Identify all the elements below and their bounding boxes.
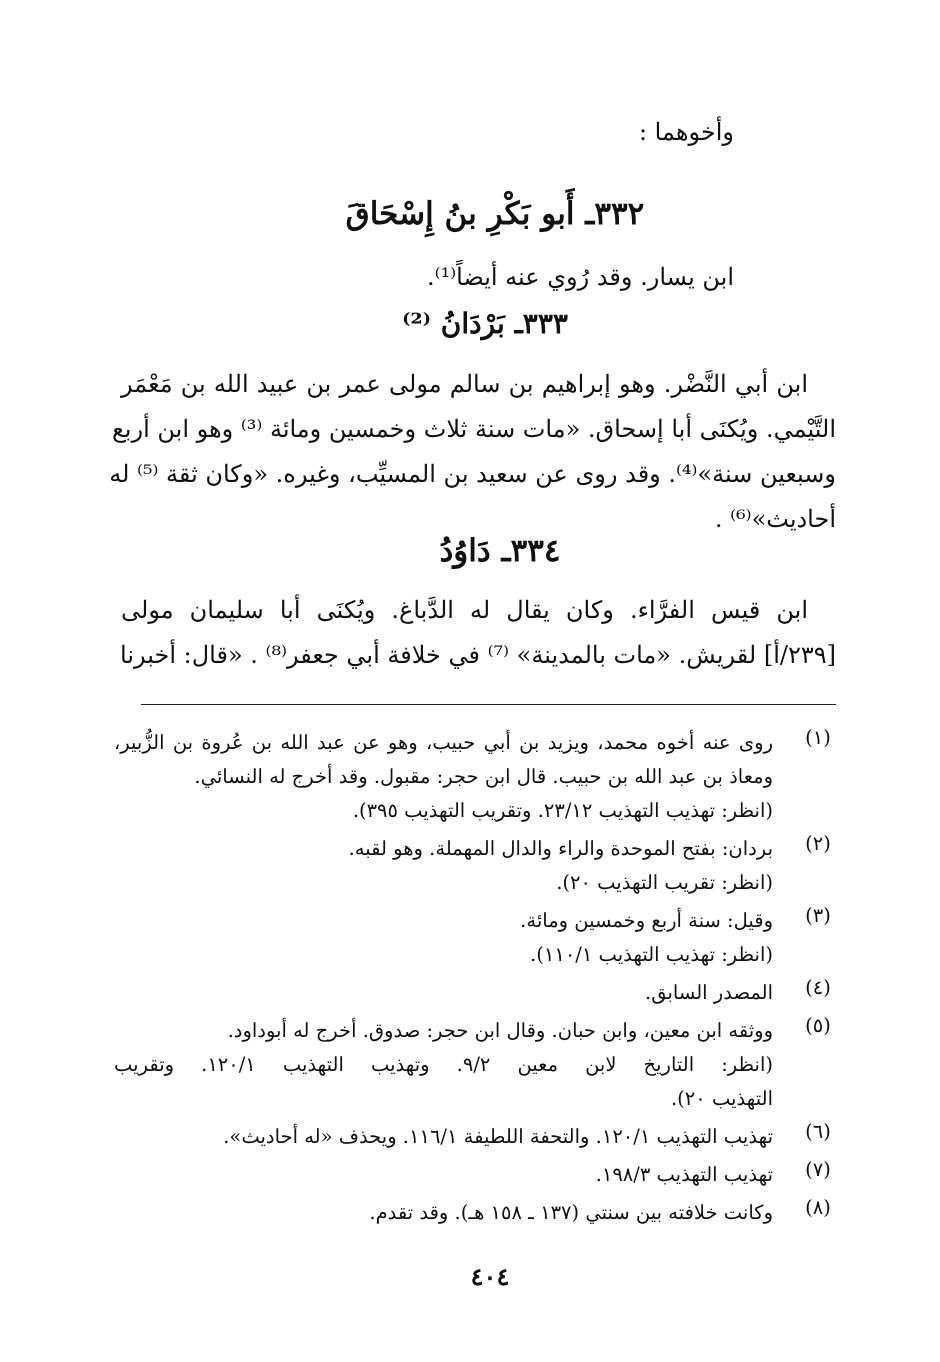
entry-333-paragraph (109, 362, 836, 542)
footnote (114, 1158, 836, 1192)
footnote (114, 976, 836, 1010)
footnote-number: (٤) (805, 976, 831, 999)
footnote-number: (٥) (805, 1014, 831, 1037)
footnote-line: بردان: بفتح الموحدة والراء والدال المهملة. وهو لقبه. (348, 837, 773, 860)
footnote-line: روى عنه أخوه محمد، ويزيد بن أبي حبيب، وهو عن عبد الله بن عُروة بن الزُّبير، (114, 731, 773, 754)
paragraph-line: التَّيْمي. ويُكنَى أبا إسحاق. «مات سنة ثلاث وخمسين ومائة ⁽³⁾ وهو ابن أربع (112, 415, 836, 443)
footnote-line: وقيل: سنة أربع وخمسين ومائة. (520, 909, 773, 932)
entry-332-heading: ٣٣٢ـ أَبو بَكْرِ بنُ إِسْحَاقَ (345, 196, 645, 232)
entry-334-heading: ٣٣٤ـ دَاوُدُ (439, 533, 561, 569)
footnote (114, 1014, 836, 1116)
footnote (114, 1196, 836, 1230)
footnote-line: ومعاذ بن عبد الله بن حبيب. قال ابن حجر: مقبول. وقد أخرج له النسائي. (194, 765, 773, 788)
footnote-line: وكانت خلافته بين سنتي (١٣٧ ـ ١٥٨ هـ). وقد تقدم. (369, 1201, 773, 1224)
footnote-line: (انظر: تقريب التهذيب ٢٠). (556, 871, 773, 894)
paragraph-line: [٢٣٩/أ] لقريش. «مات بالمدينة» ⁽⁷⁾ في خلافة أبي جعفر⁽⁸⁾ . «قال: أخبرنا (120, 641, 836, 669)
paragraph-line: وسبعين سنة»⁽⁴⁾. وقد روى عن سعيد بن المسيِّب، وغيره. «وكان ثقة ⁽⁵⁾ له (109, 460, 836, 488)
footnote-line: ووثقه ابن معين، وابن حبان. وقال ابن حجر: صدوق. أخرج له أبوداود. (227, 1019, 773, 1042)
footnote-line: التهذيب ٢٠). (670, 1087, 773, 1110)
footnote-line: المصدر السابق. (645, 981, 773, 1004)
entry-332-text: ابن يسار. وقد رُوي عنه أيضاً⁽¹⁾. (427, 263, 734, 291)
footnote (114, 832, 836, 900)
footnote-number: (٦) (805, 1120, 831, 1143)
footnote-line: تهذيب التهذيب ١٩٨/٣. (595, 1163, 773, 1186)
footnote-line: (انظر: تهذيب التهذيب ٢٣/١٢. وتقريب التهذيب ٣٩٥). (352, 799, 773, 822)
paragraph-line: أحاديث»⁽⁶⁾ . (714, 505, 836, 533)
footnote-divider (141, 704, 836, 705)
footnote-line: تهذيب التهذيب ١٢٠/١. والتحفة اللطيفة ١١٦/١. ويحذف «له أحاديث». (223, 1125, 773, 1148)
footnote-number: (٨) (805, 1196, 831, 1219)
intro-line: وأخوهما : (638, 118, 734, 146)
footnote-line: (انظر: تهذيب التهذيب ١١٠/١). (530, 943, 773, 966)
footnote-number: (٧) (805, 1158, 831, 1181)
footnote (114, 904, 836, 972)
footnote-line: (انظر: التاريخ لابن معين ٩/٢. وتهذيب التهذيب ١٢٠/١. وتقريب (114, 1053, 773, 1076)
footnote-number: (١) (805, 726, 831, 749)
footnotes (114, 726, 836, 1234)
entry-333-heading: ٣٣٣ـ بَرْدَانُ ⁽²⁾ (402, 307, 568, 340)
footnote-number: (٢) (805, 832, 831, 855)
paragraph-line: ابن قيس الفرَّاء. وكان يقال له الدَّباغ. ويُكنَى أبا سليمان مولى (121, 596, 808, 624)
footnote (114, 726, 836, 828)
entry-334-paragraph (121, 588, 836, 678)
paragraph-line: ابن أبي النَّضْر. وهو إبراهيم بن سالم مولى عمر بن عبيد الله بن مَعْمَر (121, 370, 808, 398)
page-number: ٤٠٤ (470, 1262, 510, 1291)
footnote (114, 1120, 836, 1154)
footnote-number: (٣) (805, 904, 831, 927)
